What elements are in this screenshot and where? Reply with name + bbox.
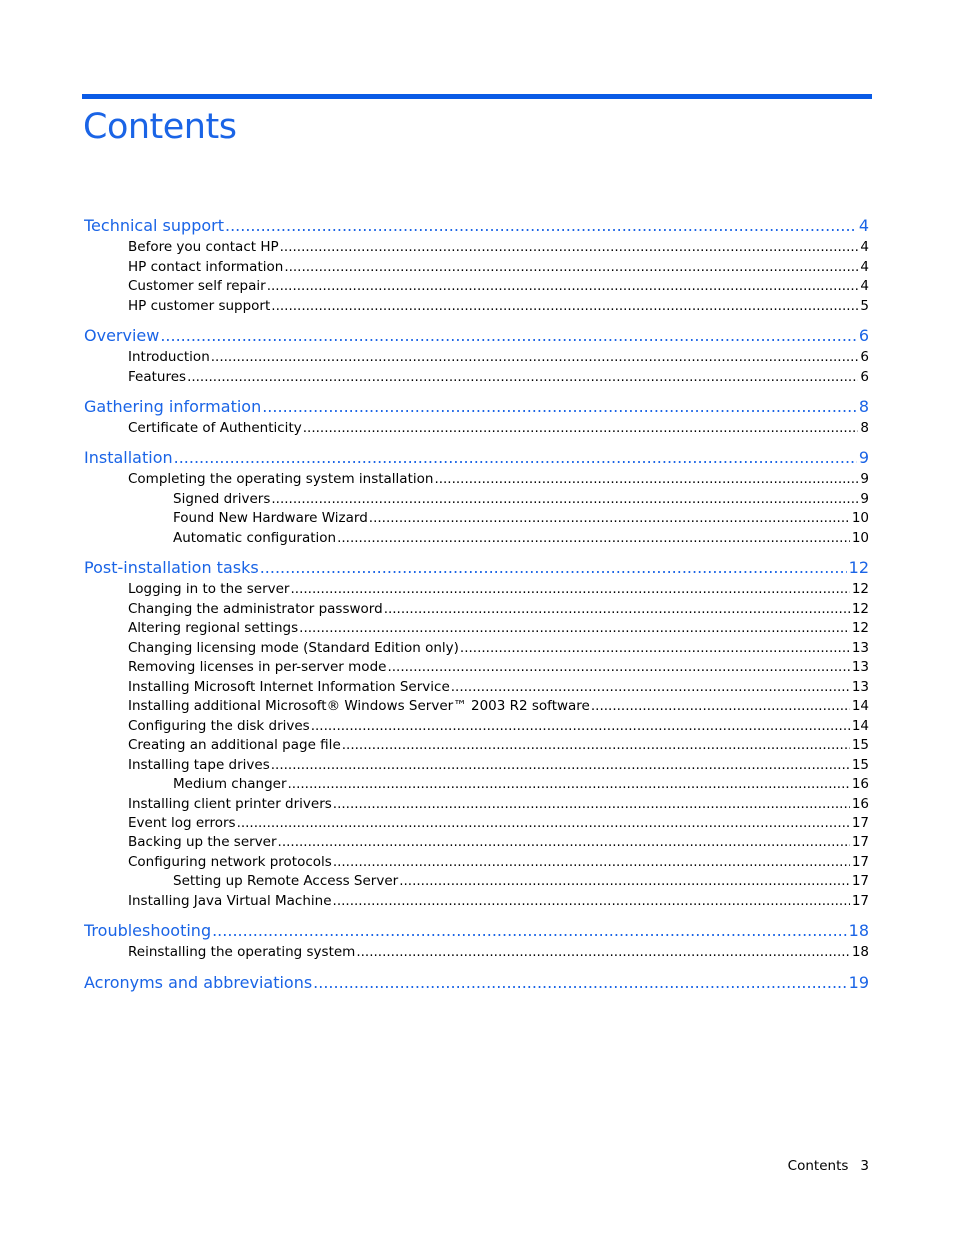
toc-entry-page-number: 18 bbox=[848, 921, 869, 940]
toc-entry[interactable] bbox=[128, 756, 869, 774]
toc-entry-page-number: 9 bbox=[858, 448, 869, 467]
toc-entry-label: Reinstalling the operating system bbox=[128, 944, 356, 960]
toc-entry[interactable] bbox=[128, 580, 869, 598]
toc-entry[interactable] bbox=[128, 419, 869, 437]
dot-leader bbox=[369, 509, 850, 527]
toc-entry-page-number: 13 bbox=[851, 679, 869, 695]
dot-leader bbox=[591, 697, 850, 715]
toc-entry-label: Post-installation tasks bbox=[84, 558, 259, 577]
toc-entry-page-number: 14 bbox=[851, 698, 869, 714]
toc-entry-page-number: 17 bbox=[851, 834, 869, 850]
toc-entry[interactable] bbox=[128, 368, 869, 386]
toc-entry-page-number: 12 bbox=[851, 581, 869, 597]
toc-entry[interactable] bbox=[128, 678, 869, 696]
dot-leader bbox=[342, 736, 850, 754]
toc-entry-label: Setting up Remote Access Server bbox=[173, 873, 399, 889]
dot-leader bbox=[211, 348, 859, 366]
toc-entry-label: Introduction bbox=[128, 349, 210, 365]
toc-entry-label: HP customer support bbox=[128, 298, 271, 314]
toc-entry-page-number: 15 bbox=[851, 757, 869, 773]
toc-entry-page-number: 12 bbox=[851, 620, 869, 636]
toc-entry-page-number: 17 bbox=[851, 893, 869, 909]
toc-entry[interactable] bbox=[173, 529, 869, 547]
toc-entry-page-number: 15 bbox=[851, 737, 869, 753]
dot-leader bbox=[384, 600, 850, 618]
toc-entry-page-number: 9 bbox=[860, 471, 869, 487]
toc-entry[interactable] bbox=[173, 509, 869, 527]
toc-entry[interactable] bbox=[128, 795, 869, 813]
toc-entry-label: Customer self repair bbox=[128, 278, 266, 294]
dot-leader bbox=[290, 580, 849, 598]
toc-entry-label: Installation bbox=[84, 448, 173, 467]
footer-page-number: 3 bbox=[860, 1158, 869, 1174]
toc-entry-label: Acronyms and abbreviations bbox=[84, 973, 313, 992]
toc-entry[interactable] bbox=[128, 736, 869, 754]
dot-leader bbox=[337, 529, 850, 547]
dot-leader bbox=[313, 973, 846, 993]
dot-leader bbox=[280, 238, 859, 256]
toc-entry[interactable] bbox=[128, 814, 869, 832]
dot-leader bbox=[271, 297, 858, 315]
toc-entry-label: Found New Hardware Wizard bbox=[173, 510, 368, 526]
dot-leader bbox=[271, 756, 850, 774]
toc-entry-page-number: 10 bbox=[851, 530, 869, 546]
toc-entry-page-number: 13 bbox=[851, 659, 869, 675]
toc-entry-page-number: 10 bbox=[851, 510, 869, 526]
toc-entry[interactable] bbox=[128, 297, 869, 315]
dot-leader bbox=[303, 419, 859, 437]
dot-leader bbox=[299, 619, 850, 637]
toc-entry-page-number: 5 bbox=[860, 298, 869, 314]
toc-entry-label: Configuring the disk drives bbox=[128, 718, 310, 734]
dot-leader bbox=[212, 921, 847, 941]
toc-entry[interactable] bbox=[128, 853, 869, 871]
toc-entry-page-number: 4 bbox=[860, 278, 869, 294]
toc-section-entry[interactable] bbox=[84, 326, 869, 346]
toc-entry[interactable] bbox=[128, 470, 869, 488]
toc-entry-label: Installing tape drives bbox=[128, 757, 270, 773]
toc-entry-page-number: 6 bbox=[858, 326, 869, 345]
toc-entry[interactable] bbox=[128, 238, 869, 256]
toc-entry[interactable] bbox=[128, 833, 869, 851]
toc-entry-page-number: 6 bbox=[860, 369, 869, 385]
footer-section: Contents bbox=[787, 1158, 849, 1174]
toc-entry-label: Installing Microsoft Internet Information Service bbox=[128, 679, 450, 695]
dot-leader bbox=[288, 775, 850, 793]
dot-leader bbox=[460, 639, 850, 657]
toc-entry[interactable] bbox=[128, 258, 869, 276]
toc-entry[interactable] bbox=[128, 943, 869, 961]
dot-leader bbox=[260, 558, 847, 578]
toc-entry-label: Before you contact HP bbox=[128, 239, 279, 255]
dot-leader bbox=[174, 448, 857, 468]
dot-leader bbox=[278, 833, 850, 851]
toc-section-entry[interactable] bbox=[84, 216, 869, 236]
dot-leader bbox=[434, 470, 858, 488]
toc-entry-label: Altering regional settings bbox=[128, 620, 299, 636]
toc-entry-page-number: 16 bbox=[851, 776, 869, 792]
toc-entry[interactable] bbox=[128, 892, 869, 910]
page-title: Contents bbox=[83, 107, 237, 147]
toc-entry-page-number: 16 bbox=[851, 796, 869, 812]
dot-leader bbox=[399, 872, 850, 890]
toc-entry-label: Removing licenses in per-server mode bbox=[128, 659, 387, 675]
toc-entry-label: Technical support bbox=[84, 216, 224, 235]
dot-leader bbox=[387, 658, 849, 676]
toc-entry-label: Logging in to the server bbox=[128, 581, 290, 597]
dot-leader bbox=[160, 326, 856, 346]
toc-entry-label: Medium changer bbox=[173, 776, 287, 792]
toc-entry-label: Backing up the server bbox=[128, 834, 277, 850]
page-footer bbox=[788, 1158, 869, 1174]
toc-entry-page-number: 17 bbox=[851, 815, 869, 831]
toc-entry-page-number: 9 bbox=[860, 491, 869, 507]
toc-entry-page-number: 18 bbox=[851, 944, 869, 960]
toc-entry-label: Installing Java Virtual Machine bbox=[128, 893, 332, 909]
toc-entry-page-number: 4 bbox=[860, 259, 869, 275]
dot-leader bbox=[271, 490, 858, 508]
toc-entry[interactable] bbox=[128, 600, 869, 618]
toc-entry-page-number: 6 bbox=[860, 349, 869, 365]
dot-leader bbox=[262, 397, 857, 417]
toc-entry-label: Signed drivers bbox=[173, 491, 271, 507]
toc-entry-label: Features bbox=[128, 369, 187, 385]
toc-entry-label: HP contact information bbox=[128, 259, 284, 275]
dot-leader bbox=[187, 368, 858, 386]
toc-entry-label: Changing licensing mode (Standard Edition only) bbox=[128, 640, 459, 656]
toc-entry-page-number: 13 bbox=[851, 640, 869, 656]
toc-entry-page-number: 17 bbox=[851, 854, 869, 870]
toc-entry-label: Installing client printer drivers bbox=[128, 796, 332, 812]
dot-leader bbox=[267, 277, 859, 295]
dot-leader bbox=[333, 892, 850, 910]
toc-entry[interactable] bbox=[173, 775, 869, 793]
toc-entry[interactable] bbox=[173, 872, 869, 890]
toc-entry[interactable] bbox=[128, 348, 869, 366]
dot-leader bbox=[356, 943, 849, 961]
toc-entry-page-number: 4 bbox=[858, 216, 869, 235]
toc-entry-label: Event log errors bbox=[128, 815, 236, 831]
toc-entry-label: Troubleshooting bbox=[84, 921, 212, 940]
toc-entry-label: Configuring network protocols bbox=[128, 854, 332, 870]
toc-entry-label: Automatic configuration bbox=[173, 530, 337, 546]
dot-leader bbox=[333, 853, 850, 871]
dot-leader bbox=[451, 678, 850, 696]
toc-section-entry[interactable] bbox=[84, 397, 869, 417]
toc-entry-label: Certificate of Authenticity bbox=[128, 420, 302, 436]
toc-entry-page-number: 19 bbox=[848, 973, 869, 992]
dot-leader bbox=[284, 258, 858, 276]
toc-entry-page-number: 12 bbox=[851, 601, 869, 617]
toc-entry[interactable] bbox=[128, 658, 869, 676]
toc-entry-label: Installing additional Microsoft® Windows Server™ 2003 R2 software bbox=[128, 698, 590, 714]
toc-section-entry[interactable] bbox=[84, 921, 869, 941]
toc-entry-label: Creating an additional page file bbox=[128, 737, 341, 753]
toc-entry[interactable] bbox=[128, 277, 869, 295]
toc-section-entry[interactable] bbox=[84, 448, 869, 468]
toc-entry-label: Completing the operating system installation bbox=[128, 471, 434, 487]
toc-section-entry[interactable] bbox=[84, 973, 869, 993]
toc-entry[interactable] bbox=[173, 490, 869, 508]
toc-entry[interactable] bbox=[128, 717, 869, 735]
toc-entry[interactable] bbox=[128, 639, 869, 657]
toc-entry-label: Gathering information bbox=[84, 397, 262, 416]
toc-entry-page-number: 4 bbox=[860, 239, 869, 255]
toc-entry-label: Overview bbox=[84, 326, 160, 345]
dot-leader bbox=[225, 216, 857, 236]
dot-leader bbox=[237, 814, 850, 832]
toc-entry-page-number: 14 bbox=[851, 718, 869, 734]
dot-leader bbox=[333, 795, 850, 813]
toc-entry[interactable] bbox=[128, 697, 869, 715]
toc-section-entry[interactable] bbox=[84, 558, 869, 578]
dot-leader bbox=[311, 717, 850, 735]
toc-entry-page-number: 8 bbox=[858, 397, 869, 416]
toc-entry-page-number: 8 bbox=[860, 420, 869, 436]
toc-entry-page-number: 12 bbox=[848, 558, 869, 577]
toc-entry-page-number: 17 bbox=[851, 873, 869, 889]
toc-entry[interactable] bbox=[128, 619, 869, 637]
toc-entry-label: Changing the administrator password bbox=[128, 601, 383, 617]
